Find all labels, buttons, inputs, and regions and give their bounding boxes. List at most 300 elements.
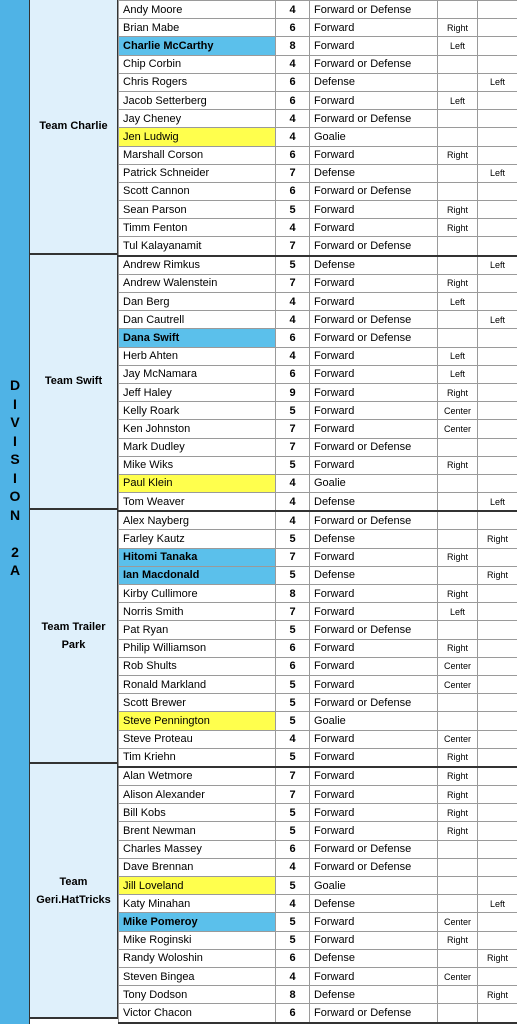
player-name: Jay Cheney <box>119 110 276 128</box>
player-side <box>438 986 478 1004</box>
player-side <box>438 621 478 639</box>
player-row <box>119 858 517 876</box>
player-defense-side <box>478 19 517 37</box>
team-name: Team Geri.HatTricks <box>36 875 111 906</box>
player-rating: 4 <box>276 895 310 913</box>
player-name: Andy Moore <box>119 1 276 19</box>
player-side <box>438 1004 478 1023</box>
player-position: Goalie <box>310 128 438 146</box>
player-rating: 5 <box>276 402 310 420</box>
player-defense-side <box>478 712 517 730</box>
player-row <box>119 786 517 804</box>
player-position: Forward or Defense <box>310 511 438 530</box>
player-position: Goalie <box>310 877 438 895</box>
player-row <box>119 657 517 675</box>
player-row <box>119 219 517 237</box>
player-position: Forward <box>310 219 438 237</box>
division-column <box>0 0 30 1024</box>
player-defense-side <box>478 675 517 693</box>
player-row <box>119 237 517 256</box>
player-defense-side <box>478 621 517 639</box>
player-defense-side <box>478 420 517 438</box>
player-position: Forward or Defense <box>310 110 438 128</box>
player-side: Right <box>438 146 478 164</box>
player-row <box>119 804 517 822</box>
division-letter: O <box>9 488 21 504</box>
player-rating: 8 <box>276 37 310 55</box>
player-row <box>119 19 517 37</box>
player-rating: 5 <box>276 530 310 548</box>
player-row <box>119 967 517 985</box>
player-row <box>119 438 517 456</box>
division-letter: 2 <box>11 543 19 560</box>
player-rating: 7 <box>276 164 310 182</box>
player-rating: 5 <box>276 822 310 840</box>
team-name-cell <box>30 0 118 255</box>
player-defense-side <box>478 603 517 621</box>
player-row <box>119 420 517 438</box>
player-row <box>119 91 517 109</box>
player-side: Right <box>438 767 478 786</box>
player-rating: 4 <box>276 493 310 512</box>
player-defense-side <box>478 365 517 383</box>
player-defense-side <box>478 967 517 985</box>
player-row <box>119 585 517 603</box>
player-row <box>119 621 517 639</box>
player-name: Andrew Rimkus <box>119 256 276 275</box>
player-name: Dan Cautrell <box>119 311 276 329</box>
player-position: Forward <box>310 603 438 621</box>
player-name: Dan Berg <box>119 293 276 311</box>
player-defense-side <box>478 822 517 840</box>
player-rating: 6 <box>276 1004 310 1023</box>
player-side <box>438 55 478 73</box>
player-row <box>119 402 517 420</box>
team-name: Team Swift <box>44 375 103 388</box>
player-rating: 7 <box>276 786 310 804</box>
roster-table <box>118 0 517 1024</box>
player-defense-side <box>478 767 517 786</box>
player-position: Forward <box>310 967 438 985</box>
player-side: Right <box>438 786 478 804</box>
player-defense-side <box>478 1 517 19</box>
player-name: Kirby Cullimore <box>119 585 276 603</box>
division-letter: I <box>13 432 17 449</box>
player-position: Defense <box>310 949 438 967</box>
player-rating: 6 <box>276 91 310 109</box>
player-name: Timm Fenton <box>119 219 276 237</box>
player-rating: 4 <box>276 730 310 748</box>
player-name: Steven Bingea <box>119 967 276 985</box>
player-rating: 6 <box>276 949 310 967</box>
player-rating: 4 <box>276 858 310 876</box>
player-row <box>119 311 517 329</box>
division-letter: I <box>13 395 17 412</box>
player-position: Forward or Defense <box>310 1 438 19</box>
player-position: Forward <box>310 274 438 292</box>
division-letter <box>0 524 30 543</box>
player-defense-side <box>478 694 517 712</box>
player-side <box>438 237 478 256</box>
player-rating: 5 <box>276 456 310 474</box>
player-defense-side <box>478 931 517 949</box>
player-defense-side <box>478 128 517 146</box>
player-row <box>119 986 517 1004</box>
player-row <box>119 55 517 73</box>
player-defense-side <box>478 456 517 474</box>
team-name: Team Charlie <box>39 120 108 133</box>
player-position: Forward <box>310 786 438 804</box>
player-side <box>438 840 478 858</box>
player-row <box>119 712 517 730</box>
player-side: Left <box>438 347 478 365</box>
player-name: Jay McNamara <box>119 365 276 383</box>
player-position: Forward <box>310 365 438 383</box>
player-name: Ken Johnston <box>119 420 276 438</box>
player-row <box>119 329 517 347</box>
player-name: Jeff Haley <box>119 383 276 401</box>
player-row <box>119 1004 517 1023</box>
player-rating: 5 <box>276 256 310 275</box>
player-name: Steve Pennington <box>119 712 276 730</box>
player-defense-side <box>478 1004 517 1023</box>
player-rating: 7 <box>276 767 310 786</box>
player-position: Defense <box>310 986 438 1004</box>
player-defense-side <box>478 293 517 311</box>
player-row <box>119 949 517 967</box>
player-position: Defense <box>310 530 438 548</box>
player-position: Forward or Defense <box>310 1004 438 1023</box>
player-side <box>438 511 478 530</box>
player-position: Forward or Defense <box>310 311 438 329</box>
player-name: Scott Brewer <box>119 694 276 712</box>
player-defense-side <box>478 91 517 109</box>
player-side <box>438 164 478 182</box>
player-row <box>119 603 517 621</box>
team-name-cell <box>30 764 118 1019</box>
player-name: Rob Shults <box>119 657 276 675</box>
player-rating: 5 <box>276 913 310 931</box>
player-row <box>119 383 517 401</box>
player-row <box>119 37 517 55</box>
player-row <box>119 164 517 182</box>
player-defense-side <box>478 585 517 603</box>
player-side <box>438 110 478 128</box>
player-rating: 7 <box>276 548 310 566</box>
team-name-cell <box>30 255 118 510</box>
player-defense-side <box>478 347 517 365</box>
player-defense-side: Left <box>478 164 517 182</box>
player-name: Kelly Roark <box>119 402 276 420</box>
player-side <box>438 1 478 19</box>
player-name: Alan Wetmore <box>119 767 276 786</box>
division-letter: I <box>13 469 17 486</box>
player-side <box>438 712 478 730</box>
player-row <box>119 274 517 292</box>
player-row <box>119 675 517 693</box>
player-name: Dave Brennan <box>119 858 276 876</box>
player-name: Chip Corbin <box>119 55 276 73</box>
player-position: Forward or Defense <box>310 438 438 456</box>
player-defense-side <box>478 858 517 876</box>
player-defense-side <box>478 55 517 73</box>
player-rating: 4 <box>276 293 310 311</box>
division-letter: N <box>9 506 21 523</box>
player-side: Right <box>438 456 478 474</box>
player-side <box>438 182 478 200</box>
player-position: Forward <box>310 748 438 767</box>
player-rating: 9 <box>276 383 310 401</box>
player-position: Forward or Defense <box>310 329 438 347</box>
player-side: Right <box>438 639 478 657</box>
player-row <box>119 840 517 858</box>
player-rating: 5 <box>276 675 310 693</box>
player-name: Paul Klein <box>119 474 276 492</box>
player-name: Andrew Walenstein <box>119 274 276 292</box>
player-side: Right <box>438 585 478 603</box>
player-rating: 6 <box>276 329 310 347</box>
player-row <box>119 748 517 767</box>
player-name: Mike Pomeroy <box>119 913 276 931</box>
player-position: Forward <box>310 730 438 748</box>
player-rating: 5 <box>276 931 310 949</box>
player-row <box>119 493 517 512</box>
player-defense-side <box>478 329 517 347</box>
player-name: Scott Cannon <box>119 182 276 200</box>
player-defense-side <box>478 657 517 675</box>
player-side: Left <box>438 603 478 621</box>
player-position: Forward <box>310 402 438 420</box>
player-side: Right <box>438 383 478 401</box>
player-rating: 5 <box>276 748 310 767</box>
player-position: Defense <box>310 73 438 91</box>
player-defense-side: Left <box>478 311 517 329</box>
player-defense-side: Right <box>478 566 517 584</box>
player-row <box>119 182 517 200</box>
player-rating: 5 <box>276 694 310 712</box>
player-row <box>119 822 517 840</box>
player-defense-side <box>478 182 517 200</box>
player-rating: 6 <box>276 639 310 657</box>
player-side: Center <box>438 913 478 931</box>
player-name: Brent Newman <box>119 822 276 840</box>
player-position: Goalie <box>310 474 438 492</box>
player-side <box>438 73 478 91</box>
player-name: Jen Ludwig <box>119 128 276 146</box>
player-name: Mike Wiks <box>119 456 276 474</box>
player-position: Forward <box>310 19 438 37</box>
player-defense-side <box>478 511 517 530</box>
player-defense-side <box>478 438 517 456</box>
player-position: Forward <box>310 767 438 786</box>
player-row <box>119 511 517 530</box>
player-name: Marshall Corson <box>119 146 276 164</box>
player-position: Forward <box>310 639 438 657</box>
player-name: Chris Rogers <box>119 73 276 91</box>
player-rating: 5 <box>276 566 310 584</box>
player-row <box>119 146 517 164</box>
player-name: Dana Swift <box>119 329 276 347</box>
player-row <box>119 548 517 566</box>
player-rating: 6 <box>276 19 310 37</box>
player-rating: 6 <box>276 146 310 164</box>
team-name: Team Trailer Park <box>41 620 106 651</box>
player-side: Center <box>438 967 478 985</box>
player-side <box>438 530 478 548</box>
division-letter: S <box>10 451 20 467</box>
player-defense-side: Right <box>478 530 517 548</box>
player-defense-side <box>478 730 517 748</box>
player-side: Right <box>438 931 478 949</box>
player-rating: 4 <box>276 1 310 19</box>
player-rating: 6 <box>276 182 310 200</box>
player-defense-side <box>478 840 517 858</box>
player-position: Forward <box>310 456 438 474</box>
player-row <box>119 201 517 219</box>
player-position: Forward <box>310 804 438 822</box>
player-position: Defense <box>310 164 438 182</box>
player-name: Sean Parson <box>119 201 276 219</box>
player-name: Charles Massey <box>119 840 276 858</box>
player-defense-side: Left <box>478 73 517 91</box>
player-name: Jill Loveland <box>119 877 276 895</box>
player-row <box>119 730 517 748</box>
player-row <box>119 128 517 146</box>
player-row <box>119 73 517 91</box>
player-defense-side: Left <box>478 493 517 512</box>
player-side: Left <box>438 37 478 55</box>
player-side <box>438 895 478 913</box>
player-name: Farley Kautz <box>119 530 276 548</box>
player-rating: 7 <box>276 237 310 256</box>
player-side: Left <box>438 293 478 311</box>
player-rating: 5 <box>276 621 310 639</box>
division-letter: A <box>9 562 21 578</box>
player-position: Forward or Defense <box>310 840 438 858</box>
player-side: Center <box>438 730 478 748</box>
player-row <box>119 530 517 548</box>
player-position: Forward or Defense <box>310 237 438 256</box>
player-rating: 4 <box>276 347 310 365</box>
player-defense-side <box>478 146 517 164</box>
player-side: Left <box>438 365 478 383</box>
player-side: Left <box>438 91 478 109</box>
player-side: Center <box>438 402 478 420</box>
player-defense-side <box>478 548 517 566</box>
player-name: Alison Alexander <box>119 786 276 804</box>
player-side: Right <box>438 201 478 219</box>
player-rating: 4 <box>276 311 310 329</box>
division-label <box>0 376 30 580</box>
player-name: Mike Roginski <box>119 931 276 949</box>
player-row <box>119 256 517 275</box>
player-side: Center <box>438 420 478 438</box>
player-defense-side <box>478 639 517 657</box>
player-side <box>438 694 478 712</box>
player-rating: 8 <box>276 986 310 1004</box>
player-position: Goalie <box>310 712 438 730</box>
player-rating: 4 <box>276 110 310 128</box>
player-name: Norris Smith <box>119 603 276 621</box>
player-name: Bill Kobs <box>119 804 276 822</box>
player-name: Patrick Schneider <box>119 164 276 182</box>
player-name: Mark Dudley <box>119 438 276 456</box>
player-name: Victor Chacon <box>119 1004 276 1023</box>
player-rating: 7 <box>276 274 310 292</box>
player-side: Center <box>438 657 478 675</box>
player-defense-side <box>478 383 517 401</box>
player-position: Defense <box>310 895 438 913</box>
player-side <box>438 493 478 512</box>
player-position: Forward or Defense <box>310 55 438 73</box>
player-side: Right <box>438 274 478 292</box>
player-position: Forward <box>310 548 438 566</box>
player-name: Hitomi Tanaka <box>119 548 276 566</box>
player-defense-side <box>478 804 517 822</box>
player-row <box>119 913 517 931</box>
player-name: Herb Ahten <box>119 347 276 365</box>
player-row <box>119 456 517 474</box>
player-name: Katy Minahan <box>119 895 276 913</box>
division-letter: D <box>9 377 21 393</box>
player-name: Jacob Setterberg <box>119 91 276 109</box>
player-rating: 4 <box>276 55 310 73</box>
player-position: Defense <box>310 493 438 512</box>
player-rating: 6 <box>276 365 310 383</box>
player-name: Tim Kriehn <box>119 748 276 767</box>
player-position: Forward or Defense <box>310 858 438 876</box>
player-defense-side <box>478 274 517 292</box>
player-rating: 7 <box>276 438 310 456</box>
player-side <box>438 256 478 275</box>
player-row <box>119 293 517 311</box>
player-rating: 4 <box>276 511 310 530</box>
player-defense-side: Left <box>478 256 517 275</box>
player-side: Right <box>438 19 478 37</box>
player-position: Forward or Defense <box>310 621 438 639</box>
player-position: Forward <box>310 383 438 401</box>
player-name: Alex Nayberg <box>119 511 276 530</box>
player-side <box>438 858 478 876</box>
player-rating: 7 <box>276 420 310 438</box>
player-position: Forward <box>310 91 438 109</box>
player-name: Brian Mabe <box>119 19 276 37</box>
player-rating: 4 <box>276 219 310 237</box>
player-row <box>119 639 517 657</box>
player-side: Right <box>438 748 478 767</box>
player-position: Defense <box>310 566 438 584</box>
player-rating: 4 <box>276 967 310 985</box>
player-defense-side: Left <box>478 895 517 913</box>
player-name: Tony Dodson <box>119 986 276 1004</box>
player-name: Ian Macdonald <box>119 566 276 584</box>
player-rating: 8 <box>276 585 310 603</box>
player-position: Forward <box>310 822 438 840</box>
player-position: Forward <box>310 585 438 603</box>
player-rating: 5 <box>276 201 310 219</box>
player-rating: 4 <box>276 474 310 492</box>
player-position: Forward or Defense <box>310 182 438 200</box>
player-rating: 4 <box>276 128 310 146</box>
player-position: Forward <box>310 146 438 164</box>
player-side: Right <box>438 822 478 840</box>
player-row <box>119 895 517 913</box>
player-position: Forward <box>310 201 438 219</box>
player-row <box>119 877 517 895</box>
player-defense-side: Right <box>478 949 517 967</box>
player-side <box>438 311 478 329</box>
player-name: Tom Weaver <box>119 493 276 512</box>
